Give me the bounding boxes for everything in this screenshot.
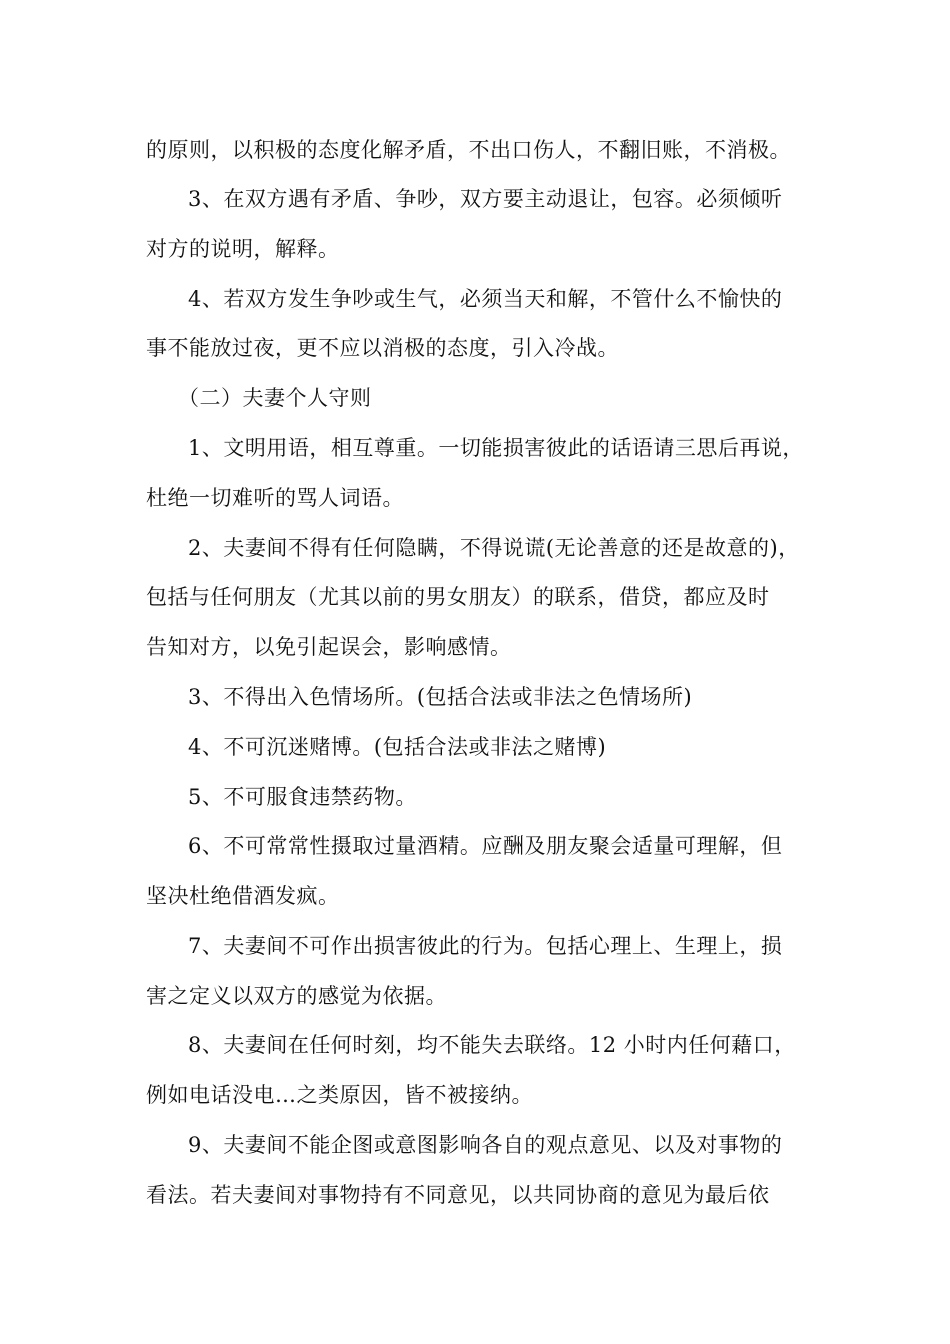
text-line: 8、夫妻间在任何时刻，均不能失去联络。12 小时内任何藉口， <box>188 1033 796 1057</box>
text-line: 例如电话没电…之类原因，皆不被接纳。 <box>146 1083 533 1107</box>
text-line: 对方的说明，解释。 <box>146 237 340 261</box>
text-line: 4、不可沉迷赌博。(包括合法或非法之赌博) <box>188 735 607 759</box>
text-line: 害之定义以双方的感觉为依据。 <box>146 984 447 1008</box>
text-line: 坚决杜绝借酒发疯。 <box>146 884 340 908</box>
text-line: 5、不可服食违禁药物。 <box>188 785 417 809</box>
text-line: 看法。若夫妻间对事物持有不同意见，以共同协商的意见为最后依 <box>146 1183 770 1207</box>
text-line: 杜绝一切难听的骂人词语。 <box>146 486 404 510</box>
text-line: 4、若双方发生争吵或生气，必须当天和解，不管什么不愉快的 <box>188 287 783 311</box>
text-line: 2、夫妻间不得有任何隐瞒，不得说谎(无论善意的还是故意的)， <box>188 536 800 560</box>
text-line: 的原则，以积极的态度化解矛盾，不出口伤人，不翻旧账，不消极。 <box>146 138 791 162</box>
text-line: 6、不可常常性摄取过量酒精。应酬及朋友聚会适量可理解，但 <box>188 834 783 858</box>
text-line: 9、夫妻间不能企图或意图影响各自的观点意见、以及对事物的 <box>188 1133 783 1157</box>
text-line: 1、文明用语，相互尊重。一切能损害彼此的话语请三思后再说， <box>188 436 804 460</box>
section-heading: （二）夫妻个人守则 <box>178 386 372 410</box>
text-line: 3、不得出入色情场所。(包括合法或非法之色情场所) <box>188 685 693 709</box>
text-line: 7、夫妻间不可作出损害彼此的行为。包括心理上、生理上，损 <box>188 934 783 958</box>
text-line: 事不能放过夜，更不应以消极的态度，引入冷战。 <box>146 336 619 360</box>
text-line: 告知对方，以免引起误会，影响感情。 <box>146 635 512 659</box>
text-line: 3、在双方遇有矛盾、争吵，双方要主动退让，包容。必须倾听 <box>188 187 783 211</box>
text-line: 包括与任何朋友（尤其以前的男女朋友）的联系，借贷，都应及时 <box>146 585 770 609</box>
